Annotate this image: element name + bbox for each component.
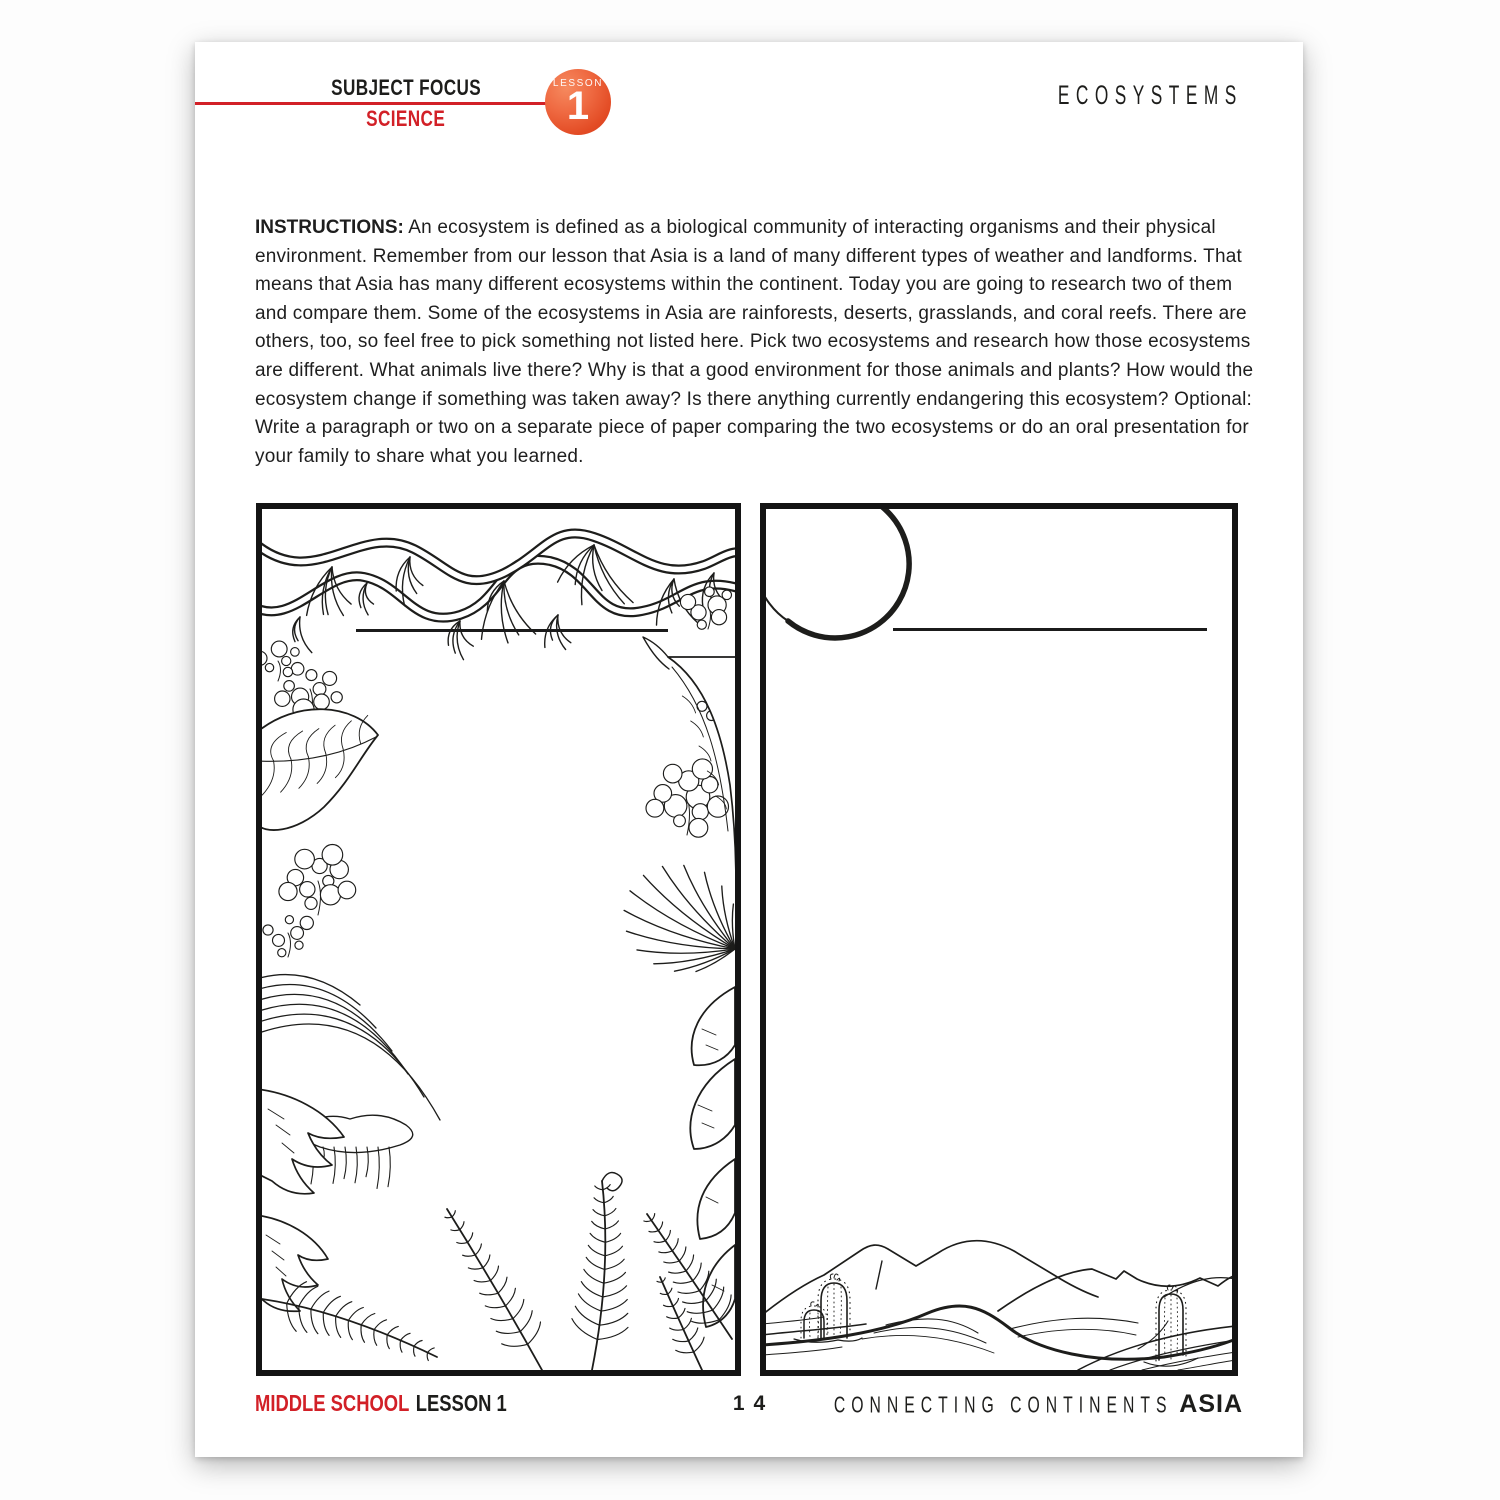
subject-name — [283, 106, 529, 132]
lesson-badge-number: 1 — [566, 84, 590, 128]
rainforest-border-illustration — [262, 509, 735, 1370]
footer-level-lesson — [255, 1390, 507, 1417]
ecosystem-name-line-2[interactable] — [893, 628, 1207, 631]
footer-series-region — [721, 1390, 1243, 1419]
subject-focus-label — [283, 75, 529, 101]
footer-level: MIDDLE SCHOOL — [255, 1390, 410, 1416]
dune-lines — [766, 1306, 1232, 1370]
lesson-badge-label: LESSON — [552, 78, 604, 89]
footer-lesson: LESSON 1 — [415, 1390, 507, 1416]
instructions-label: INSTRUCTIONS: — [255, 217, 404, 238]
cactus-left-icon — [794, 1274, 862, 1342]
footer-region: ASIA — [1179, 1390, 1243, 1418]
page-footer — [255, 1390, 1243, 1419]
page-topic-title — [986, 82, 1243, 110]
rainforest-panel — [256, 503, 741, 1376]
mountain-ridge — [766, 1241, 1232, 1315]
topic-text: ECOSYSTEMS — [1058, 80, 1243, 111]
subject-focus-text: SUBJECT FOCUS — [330, 75, 481, 100]
instructions-text: An ecosystem is defined as a biological community of interacting organisms and their physical environment. Remember from our lesson that Asia is a land of many different types of weather and landforms. That means that Asia has many different ecosystems within the continent. Today you are going to research two of them and compare them. Some of the ecosystems in Asia are rainforests, deserts, grasslands, and coral reefs. There are others, too, so feel free to pick something not listed here. Pick two ecosystems and research how those ecosystems are different. What animals live there? Why is that a good environment for those animals and plants? How would the ecosystem change if something was taken away? Is there anything currently endangering this ecosystem? Optional: Write a paragraph or two on a separate piece of paper comparing the two ecosystems or do an oral presentation for your family to share what you learned. — [255, 217, 1254, 467]
worksheet-page — [195, 42, 1303, 1457]
subject-text: SCIENCE — [366, 106, 446, 131]
ecosystem-name-line-1[interactable] — [356, 629, 668, 632]
lesson-badge — [545, 69, 611, 135]
desert-illustration — [766, 509, 1232, 1370]
desert-panel — [760, 503, 1238, 1376]
sun-icon — [766, 509, 909, 638]
instructions-paragraph — [255, 214, 1257, 471]
header-rule — [195, 102, 547, 105]
footer-series: CONNECTING CONTINENTS — [834, 1392, 1173, 1419]
page-number: 14 — [732, 1392, 775, 1415]
